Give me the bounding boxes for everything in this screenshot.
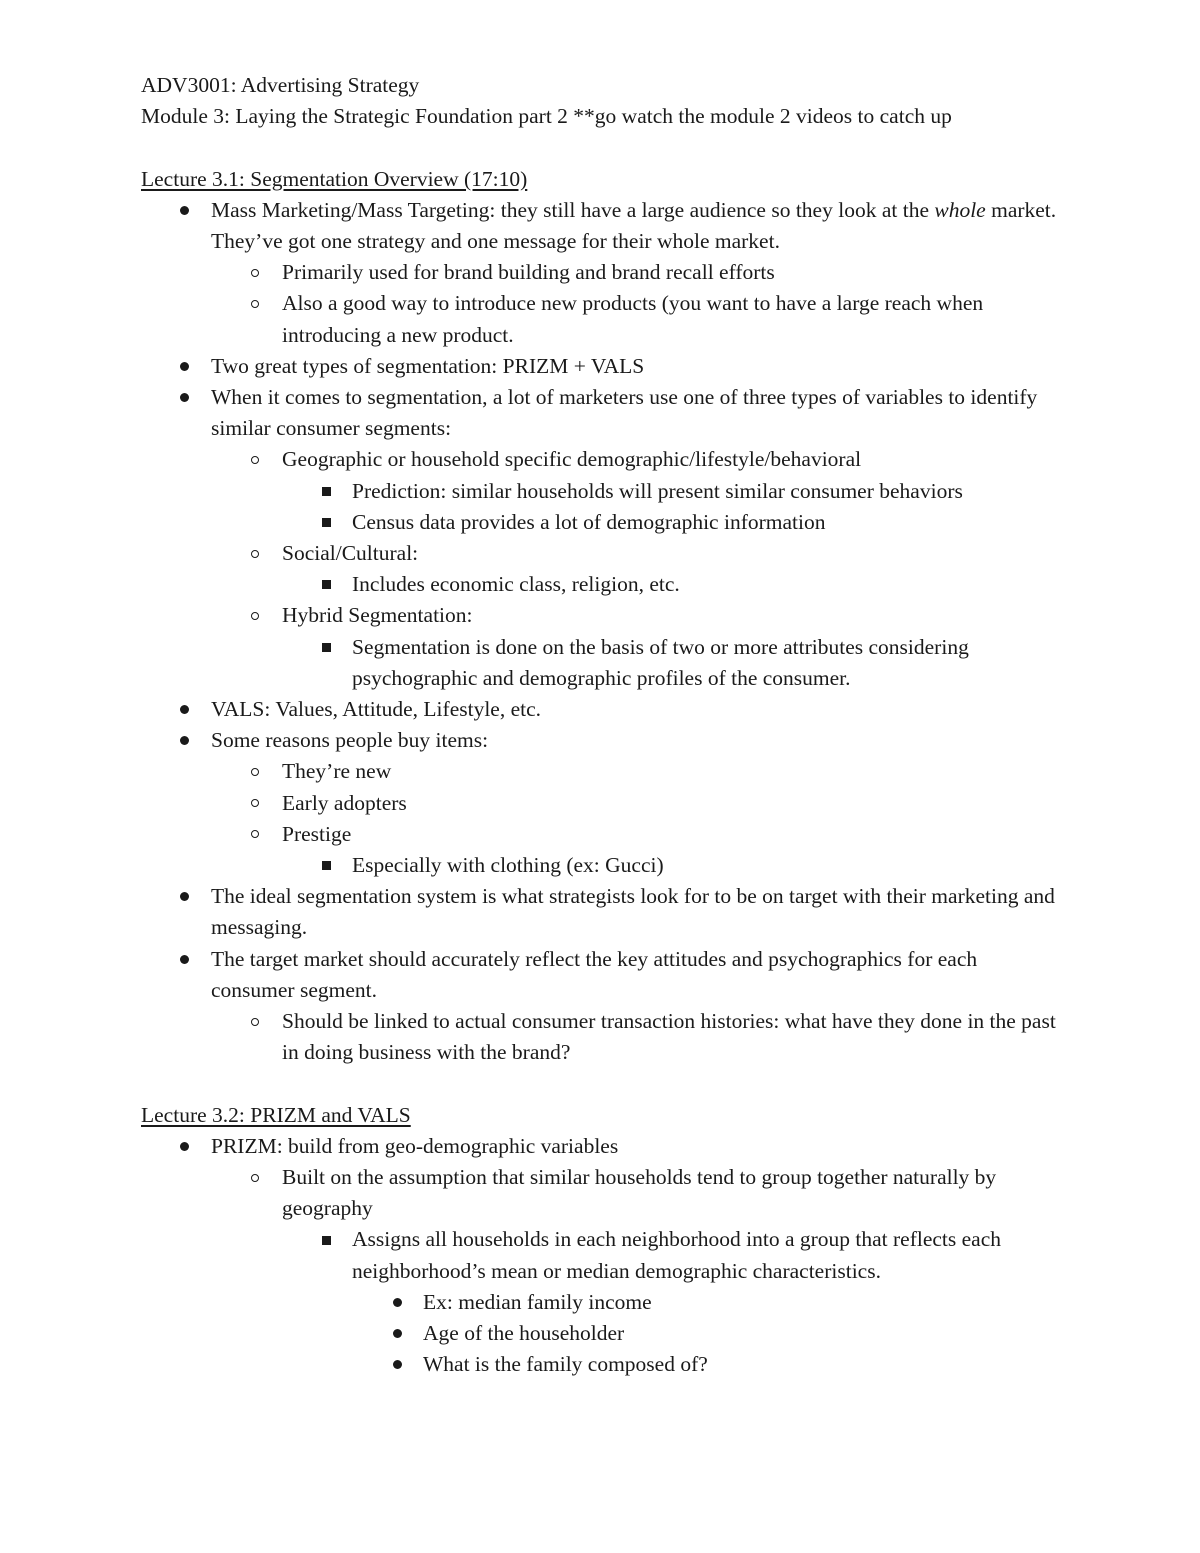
- item-text: Prediction: similar households will present similar consumer behaviors: [352, 478, 963, 503]
- bullet-dot-icon: [174, 351, 194, 382]
- item-text: Geographic or household specific demographic/lifestyle/behavioral: [282, 447, 862, 472]
- item-text: Prestige: [282, 821, 352, 846]
- item-text: Built on the assumption that similar households tend to group together naturally by geography: [282, 1165, 997, 1221]
- list-item: [141, 257, 1061, 288]
- bullet-dot-icon: [174, 382, 194, 413]
- item-text: Two great types of segmentation: PRIZM + VALS: [211, 353, 645, 378]
- bullet-dot-icon: [174, 195, 194, 226]
- bullet-square-icon: [316, 507, 336, 538]
- item-text: Age of the householder: [423, 1321, 625, 1346]
- list-item: [141, 382, 1061, 444]
- bullet-square-icon: [316, 850, 336, 881]
- item-text: Some reasons people buy items:: [211, 728, 489, 753]
- spacer: [141, 1068, 1061, 1099]
- bullet-dot-icon: [387, 1349, 407, 1380]
- bullet-dot-icon: [174, 1131, 194, 1162]
- list-item: [141, 1006, 1061, 1068]
- spacer: [141, 132, 1061, 163]
- list-item: [141, 288, 1061, 350]
- list-item: [141, 1162, 1061, 1224]
- bullet-circle-icon: [245, 1006, 265, 1037]
- bullet-circle-icon: [245, 788, 265, 819]
- bullet-dot-icon: [174, 881, 194, 912]
- bullet-dot-icon: [174, 944, 194, 975]
- bullet-square-icon: [316, 476, 336, 507]
- module-title: Module 3: Laying the Strategic Foundation part 2 **go watch the module 2 videos to catch up: [141, 104, 952, 129]
- lecture-3-2-heading: Lecture 3.2: PRIZM and VALS: [141, 1102, 411, 1127]
- item-text: Census data provides a lot of demographic information: [352, 509, 826, 534]
- bullet-circle-icon: [245, 1162, 265, 1193]
- lecture-3-1-heading: Lecture 3.1: Segmentation Overview (17:10): [141, 166, 528, 191]
- item-text: Assigns all households in each neighborhood into a group that reflects each neighborhood’s mean or median demographic characteristics.: [352, 1227, 1002, 1283]
- list-item: [141, 507, 1061, 538]
- item-text: Especially with clothing (ex: Gucci): [352, 853, 664, 878]
- list-item: [141, 600, 1061, 631]
- item-text: When it comes to segmentation, a lot of marketers use one of three types of variables to identify similar consumer segments:: [211, 385, 1038, 441]
- item-text: Ex: median family income: [423, 1289, 652, 1314]
- item-text: They’re new: [282, 759, 392, 784]
- item-text: Segmentation is done on the basis of two or more attributes considering psychographic and demographic profiles of the consumer.: [352, 634, 969, 690]
- item-text: Also a good way to introduce new products (you want to have a large reach when introducing a new product.: [282, 291, 984, 347]
- list-item: [141, 694, 1061, 725]
- item-text: The ideal segmentation system is what strategists look for to be on target with their marketing and messaging.: [211, 884, 1055, 940]
- bullet-circle-icon: [245, 257, 265, 288]
- list-item: [141, 819, 1061, 850]
- course-title: ADV3001: Advertising Strategy: [141, 73, 420, 97]
- list-item: [141, 725, 1061, 756]
- list-item: [141, 632, 1061, 694]
- item-text: VALS: Values, Attitude, Lifestyle, etc.: [211, 697, 542, 722]
- list-item: [141, 881, 1061, 943]
- list-item: [141, 1318, 1061, 1349]
- bullet-circle-icon: [245, 600, 265, 631]
- document-page: [141, 70, 1061, 1381]
- bullet-dot-icon: [174, 725, 194, 756]
- bullet-circle-icon: [245, 538, 265, 569]
- list-item: [141, 1287, 1061, 1318]
- bullet-dot-icon: [387, 1318, 407, 1349]
- list-item: [141, 538, 1061, 569]
- item-text: market. They’ve got one strategy and one message for their whole market.: [211, 197, 1057, 253]
- list-item: [141, 195, 1061, 257]
- bullet-circle-icon: [245, 756, 265, 787]
- list-item: [141, 569, 1061, 600]
- list-item: [141, 1224, 1061, 1286]
- list-item: [141, 444, 1061, 475]
- list-item: [141, 788, 1061, 819]
- list-item: [141, 850, 1061, 881]
- list-item: [141, 944, 1061, 1006]
- list-item: [141, 351, 1061, 382]
- bullet-circle-icon: [245, 444, 265, 475]
- bullet-dot-icon: [387, 1287, 407, 1318]
- list-item: [141, 756, 1061, 787]
- bullet-dot-icon: [174, 694, 194, 725]
- bullet-square-icon: [316, 632, 336, 663]
- item-text: PRIZM: build from geo-demographic variables: [211, 1133, 619, 1158]
- bullet-square-icon: [316, 1224, 336, 1255]
- item-text: Social/Cultural:: [282, 541, 419, 566]
- bullet-circle-icon: [245, 288, 265, 319]
- bullet-square-icon: [316, 569, 336, 600]
- list-item: [141, 1349, 1061, 1380]
- item-text: Hybrid Segmentation:: [282, 603, 473, 628]
- item-text: Includes economic class, religion, etc.: [352, 572, 680, 597]
- list-item: [141, 476, 1061, 507]
- item-text: The target market should accurately reflect the key attitudes and psychographics for each consumer segment.: [211, 946, 978, 1002]
- item-text: Early adopters: [282, 790, 407, 815]
- bullet-circle-icon: [245, 819, 265, 850]
- item-text: Mass Marketing/Mass Targeting: they still have a large audience so they look at the: [211, 197, 929, 222]
- item-text: Primarily used for brand building and brand recall efforts: [282, 260, 775, 285]
- item-emphasis: whole: [934, 197, 986, 222]
- list-item: [141, 1131, 1061, 1162]
- item-text: What is the family composed of?: [423, 1352, 708, 1377]
- item-text: Should be linked to actual consumer transaction histories: what have they done in the past in doing business with the brand?: [282, 1009, 1056, 1065]
